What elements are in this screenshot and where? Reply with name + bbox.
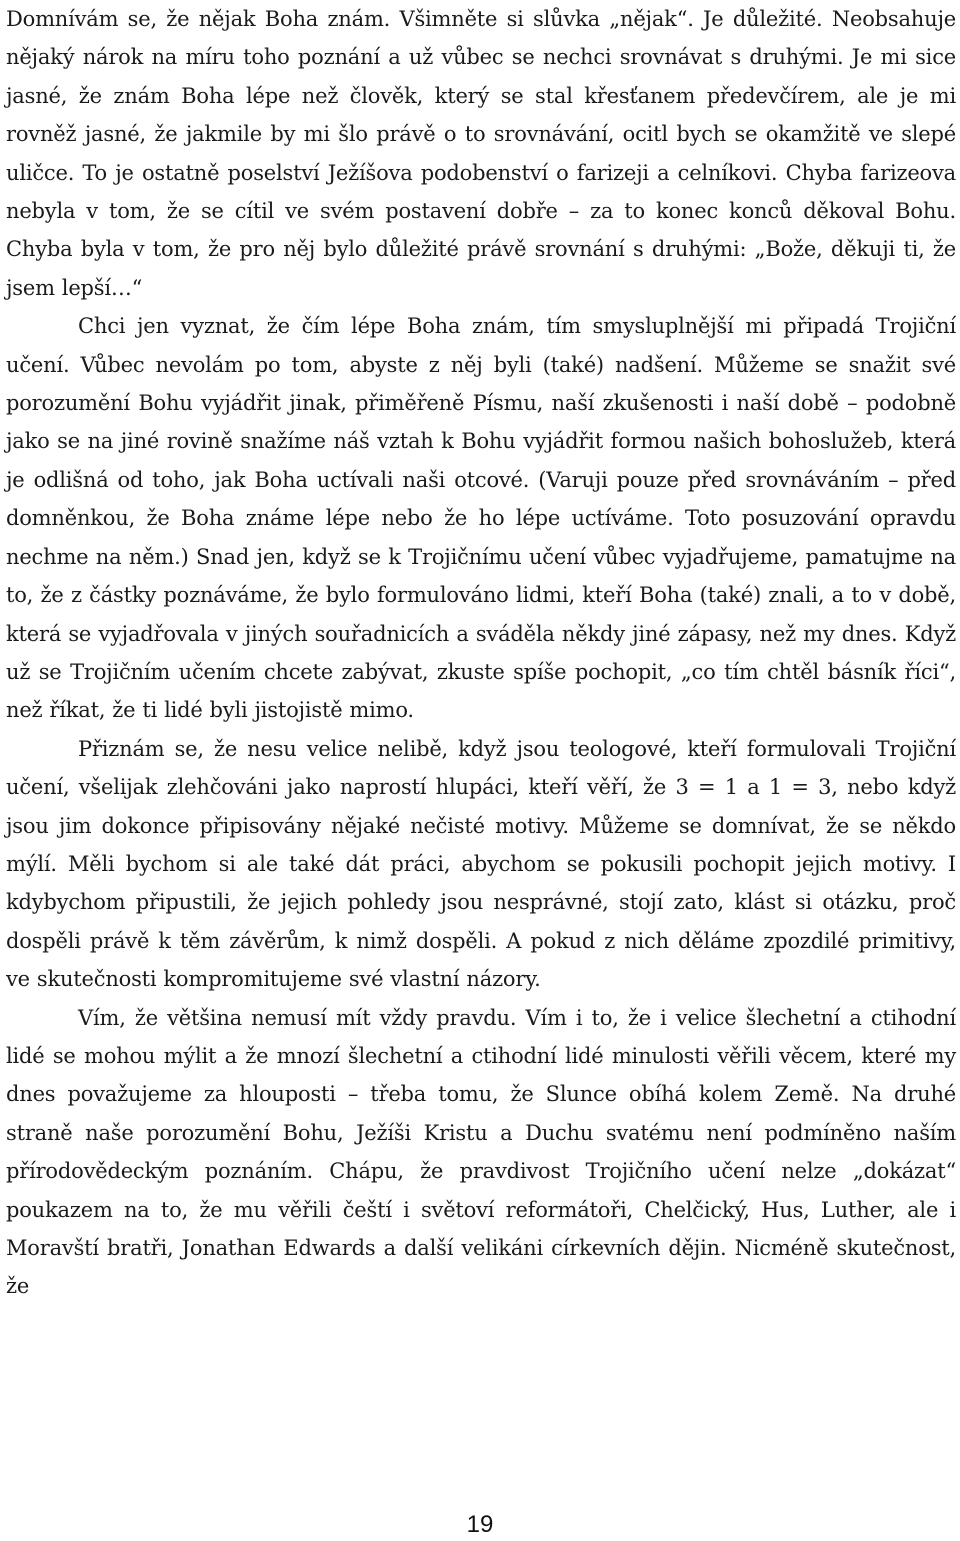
paragraph-4: Vím, že většina nemusí mít vždy pravdu. Vím i to, že i velice šlechetní a ctihodní lidé se mohou mýlit a že mnozí šlechetní a ctihodní lidé minulosti věřili věcem, které my dnes považujeme za hlouposti – třeba tomu, že Slunce obíhá kolem Země. Na druhé straně naše porozumění Bohu, Ježíši Kristu a Duchu svatému není podmíněno naším přírodovědeckým poznáním. Chápu, že pravdivost Trojičního učení nelze „dokázat“ poukazem na to, že mu věřili čeští i světoví reformátoři, Chelčický, Hus, Luther, ale i Moravští bratři, Jonathan Edwards a další velikáni církevních dějin. Nicméně skutečnost, že <box>6 1005 956 1299</box>
body-text <box>6 0 956 1306</box>
paragraph-2: Chci jen vyznat, že čím lépe Boha znám, tím smysluplnější mi připadá Trojiční učení. Vůbec nevolám po tom, abyste z něj byli (také) nadšení. Můžeme se snažit své porozumění Bohu vyjádřit jinak, přiměřeně Písmu, naší zkušenosti i naší době – podobně jako se na jiné rovině snažíme náš vztah k Bohu vyjádřit formou našich bohoslužeb, která je odlišná od toho, jak Boha uctívali naši otcové. (Varuji pouze před srovnáváním – před domněnkou, že Boha známe lépe nebo že ho lépe uctíváme. Toto posuzování opravdu nechme na něm.) Snad jen, když se k Trojičnímu učení vůbec vyjadřujeme, pamatujme na to, že z částky poznáváme, že bylo formulováno lidmi, kteří Boha (také) znali, a to v době, která se vyjadřovala v jiných souřadnicích a sváděla někdy jiné zápasy, než my dnes. Když už se Trojičním učením chcete zabývat, zkuste spíše pochopit, „co tím chtěl básník říci“, než říkat, že ti lidé byli jistojistě mimo. <box>6 314 956 723</box>
page-number: 19 <box>466 1511 494 1538</box>
paragraph-3: Přiznám se, že nesu velice nelibě, když jsou teologové, kteří formulovali Trojiční učení, všelijak zlehčováni jako naprostí hlupáci, kteří věří, že 3 = 1 a 1 = 3, nebo když jsou jim dokonce připisovány nějaké nečisté motivy. Můžeme se domnívat, že se někdo mýlí. Měli bychom si ale také dát práci, abychom se pokusili pochopit jejich motivy. I kdybychom připustili, že jejich pohledy jsou nesprávné, stojí zato, klást si otázku, proč dospěli právě k těm závěrům, k nimž dospěli. A pokud z nich děláme zpozdilé primitivy, ve skutečnosti kompromitujeme své vlastní názory. <box>6 736 956 992</box>
paragraph-1: Domnívám se, že nějak Boha znám. Všimněte si slůvka „nějak“. Je důležité. Neobsahuje nějaký nárok na míru toho poznání a už vůbec se nechci srovnávat s druhými. Je mi sice jasné, že znám Boha lépe než člověk, který se stal křesťanem předevčírem, ale je mi rovněž jasné, že jakmile by mi šlo právě o to srovnávání, ocitl bych se okamžitě ve slepé uličce. To je ostatně poselství Ježíšova podobenství o farizeji a celníkovi. Chyba farizeova nebyla v tom, že se cítil ve svém postavení dobře – za to konec konců děkoval Bohu. Chyba byla v tom, že pro něj bylo důležité právě srovnání s druhými: „Bože, děkuji ti, že jsem lepší…“ <box>6 7 956 300</box>
